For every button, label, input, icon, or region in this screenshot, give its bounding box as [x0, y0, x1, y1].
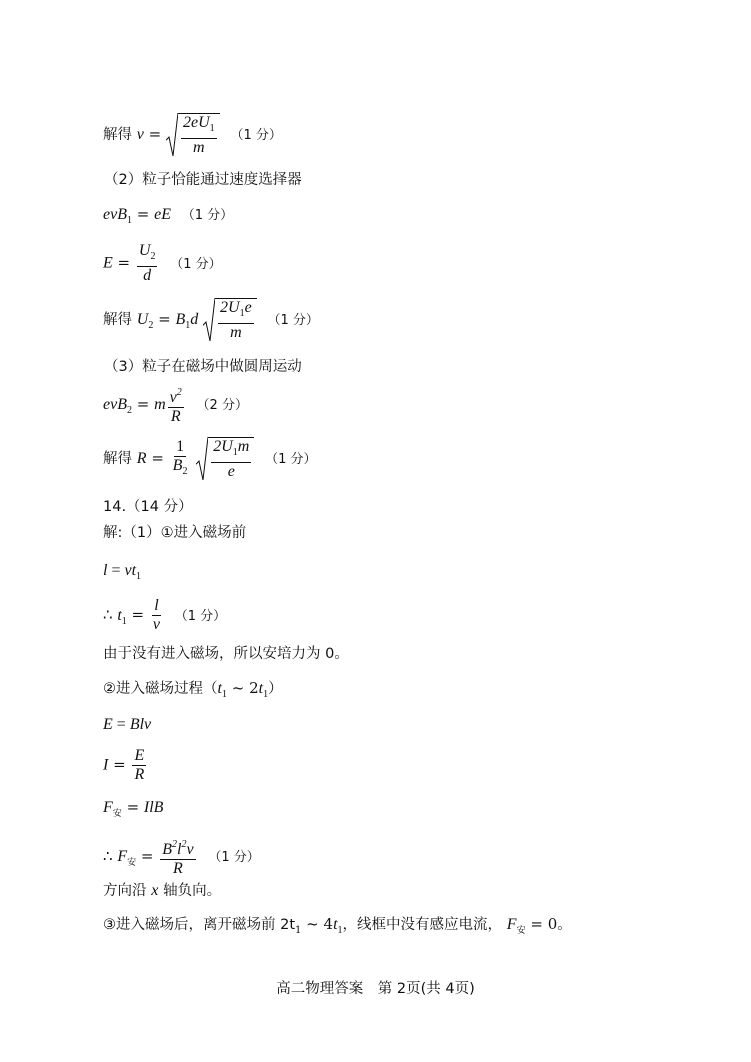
stage3-note: ③进入磁场后，离开磁场前 $2t_1$ ~ $4t_1$，线框中没有感应电流， $F_安 = 0$。 [103, 915, 572, 936]
direction-note: 方向沿 x 轴负向。 [103, 882, 222, 899]
formula: v [136, 126, 144, 143]
equation-force-balance: evB$_1$ = eE （1 分） [103, 205, 234, 226]
score: （1 分） [170, 256, 222, 272]
solution-force: ∴ $F_安$ = $\frac{B^2l^2v}{R}$ （1 分） [103, 836, 260, 878]
score: （2 分） [196, 398, 248, 413]
score: （1 分） [174, 608, 227, 624]
solution-u2: 解得 $U_2 = B_1d$ $\frac{2U_1e}{m}$ （1 分） [103, 299, 319, 341]
equation-lorentz: evB$_2$ = m $\frac{v^2}{R}$ （2 分） [103, 384, 248, 426]
score: （1 分） [267, 313, 319, 328]
score: （1 分） [265, 452, 317, 467]
equation-l: $l = vt_1$ [103, 562, 142, 582]
score: （1 分） [208, 850, 260, 865]
score: （1 分） [230, 128, 282, 143]
part1-heading: 解:（1）①进入磁场前 [103, 525, 247, 541]
text-prefix: 解得 [103, 127, 132, 143]
page-footer: 高二物理答案 第 2页(共 4页) [276, 981, 475, 997]
note-no-force: 由于没有进入磁场，所以安培力为 0。 [103, 646, 349, 662]
solution-v: 解得 v = $\frac{2eU_1}{m}$ （1 分） [103, 114, 282, 156]
part3-heading: （3）粒子在磁场中做圆周运动 [104, 359, 302, 375]
sqrt: $\frac{2eU_1}{m}$ [166, 113, 220, 157]
equation-e-field: E = $\frac{U_2}{d}$ （1 分） [103, 242, 222, 284]
equation-ampere-force: $F_安$ = IlB [103, 798, 164, 819]
solution-r: 解得 R = $\frac{1}{B_2}$ $\frac{2U_1m}{e}$ （1 分） [103, 437, 317, 480]
solution-t1: ∴ $t_1$ = $\frac{l}{v}$ （1 分） [103, 597, 227, 633]
stage2-heading: ②进入磁场过程（$t_1$ ~ $2t_1$） [103, 679, 283, 700]
equation-current: I = $\frac{E}{R}$ [103, 747, 145, 783]
problem-14-heading: 14.（14 分） [103, 499, 193, 515]
equation-emf: E = Blv [103, 716, 152, 733]
score: （1 分） [181, 208, 234, 223]
part2-heading: （2）粒子恰能通过速度选择器 [104, 172, 302, 188]
